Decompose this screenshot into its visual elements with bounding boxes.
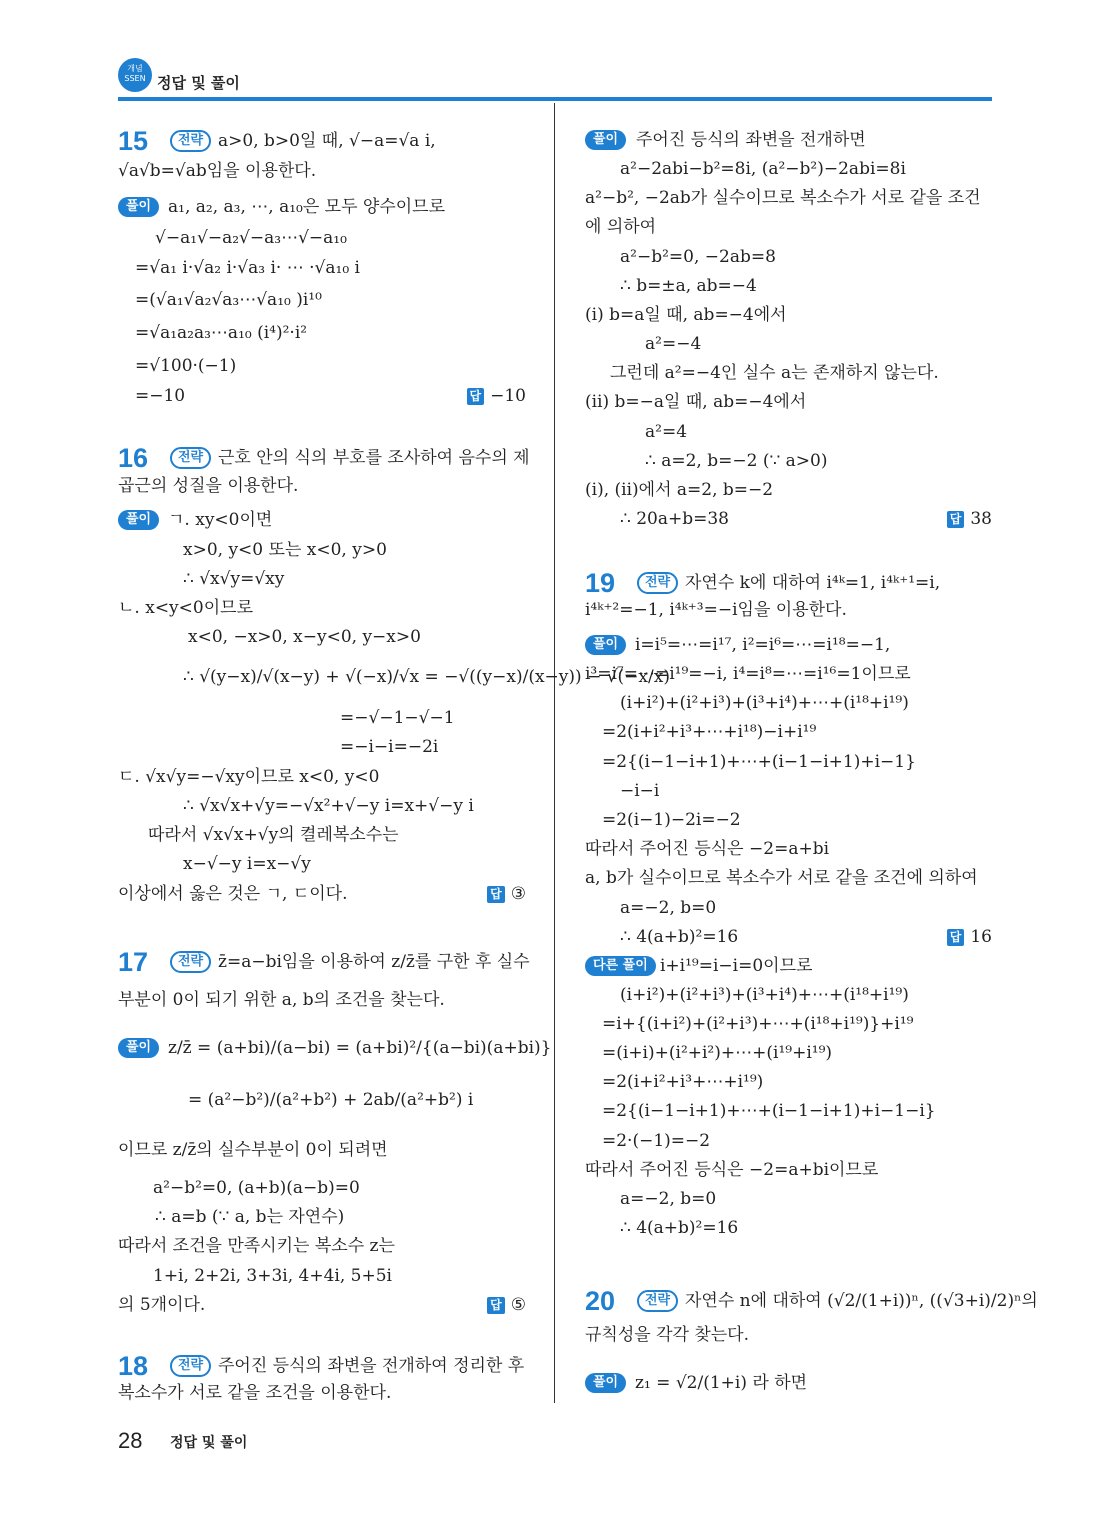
solution-line: =2(i−1)−2i=−2: [602, 810, 741, 830]
solution-line: ∴ a=b (∵ a, b는 자연수): [155, 1207, 345, 1227]
answer: [467, 385, 526, 407]
solution-badge: 풀이: [118, 197, 159, 217]
solution-line: 이상에서 옳은 것은 ㄱ, ㄷ이다.: [118, 884, 348, 904]
solution-line: ∴ 20a+b=38: [620, 509, 729, 529]
solution-line: =√100·(−1): [135, 356, 237, 376]
answer-icon: 답: [487, 1297, 505, 1314]
solution-line: 자연수 k에 대하여 i⁴ᵏ=1, i⁴ᵏ⁺¹=i,: [685, 573, 941, 593]
solution-line: 따라서 √x√x+√y의 켤레복소수는: [148, 825, 399, 845]
solution-line: i⁴ᵏ⁺²=−1, i⁴ᵏ⁺³=−i임을 이용한다.: [585, 600, 847, 620]
series-logo: 개념 SSEN: [118, 58, 152, 92]
solution-line: ㄱ. xy<0이면: [168, 510, 273, 530]
strategy-badge: 전략: [637, 1290, 678, 1312]
solution-line: 따라서 주어진 등식은 −2=a+bi: [585, 839, 830, 859]
solution-line: =(√a₁√a₂√a₃⋯√a₁₀ )i¹⁰: [135, 290, 322, 310]
solution-line: 주어진 등식의 좌변을 전개하여 정리한 후: [218, 1356, 525, 1376]
solution-line: (ⅰ) b=a일 때, ab=−4에서: [585, 305, 787, 325]
solution-line: z₁ = √2/(1+i) 라 하면: [635, 1373, 808, 1393]
solution-line: a>0, b>0일 때, √−a=√a i,: [218, 131, 436, 151]
solution-line: ∴ 4(a+b)²=16: [620, 927, 739, 947]
solution-line: 자연수 n에 대하여 (√2/(1+i))ⁿ, ((√3+i)/2)ⁿ의: [685, 1291, 1038, 1311]
solution-line: (ⅱ) b=−a일 때, ab=−4에서: [585, 392, 807, 412]
solution-line: 근호 안의 식의 부호를 조사하여 음수의 제: [218, 448, 530, 468]
answer-icon: 답: [947, 511, 965, 528]
answer: [947, 508, 992, 530]
solution-line: a²−b², −2ab가 실수이므로 복소수가 서로 같을 조건: [585, 188, 981, 208]
solution-line: ㄷ. √x√y=−√xy이므로 x<0, y<0: [118, 767, 380, 787]
solution-line: x−√−y i=x−√y: [183, 854, 311, 874]
header-divider: [118, 97, 992, 101]
strategy-badge: 전략: [637, 572, 678, 594]
problem-number: 18: [118, 1351, 149, 1381]
solution-line: =2(i+i²+i³+⋯+i¹⁹): [602, 1072, 764, 1092]
solution-line: 따라서 조건을 만족시키는 복소수 z는: [118, 1236, 395, 1256]
page-number: 28: [118, 1428, 143, 1453]
answer-value: 38: [970, 509, 992, 529]
solution-line: z/z̄ = (a+bi)/(a−bi) = (a+bi)²/{(a−bi)(a+bi)}: [168, 1038, 552, 1058]
solution-line: ∴ √(y−x)/√(x−y) + √(−x)/√x = −√((y−x)/(x−y)) − √(−x/x): [183, 667, 670, 687]
answer-icon: 답: [487, 886, 505, 903]
solution-line: 1+i, 2+2i, 3+3i, 4+4i, 5+5i: [153, 1266, 392, 1286]
solution-line: ㄴ. x<y<0이므로: [118, 598, 253, 618]
problem-number: 15: [118, 126, 149, 156]
strategy-badge: 전략: [170, 951, 211, 973]
solution-line: =2·(−1)=−2: [602, 1131, 711, 1151]
solution-line: =2{(i−1−i+1)+⋯+(i−1−i+1)+i−1−i}: [602, 1101, 936, 1121]
problem-number: 19: [585, 568, 616, 598]
solution-line: =2(i+i²+i³+⋯+i¹⁸)−i+i¹⁹: [602, 722, 817, 742]
solution-line: 따라서 주어진 등식은 −2=a+bi이므로: [585, 1160, 879, 1180]
solution-badge: 풀이: [585, 635, 626, 655]
solution-line: √a√b=√ab임을 이용한다.: [118, 161, 317, 181]
solution-line: =2{(i−1−i+1)+⋯+(i−1−i+1)+i−1}: [602, 752, 916, 772]
solution-line: =−√−1−√−1: [340, 708, 455, 728]
alt-solution-badge: 다른 풀이: [585, 956, 656, 976]
strategy-badge: 전략: [170, 130, 211, 152]
answer-value: −10: [490, 386, 526, 406]
solution-line: a²−b²=0, (a+b)(a−b)=0: [153, 1178, 360, 1198]
solution-line: 부분이 0이 되기 위한 a, b의 조건을 찾는다.: [118, 990, 445, 1010]
solution-line: = (a²−b²)/(a²+b²) + 2ab/(a²+b²) i: [188, 1090, 474, 1110]
solution-line: √−a₁√−a₂√−a₃⋯√−a₁₀: [155, 228, 347, 248]
problem-number: 17: [118, 947, 149, 977]
answer-value: ⑤: [510, 1295, 526, 1315]
header-title: 정답 및 풀이: [157, 74, 240, 92]
solution-badge: 풀이: [118, 510, 159, 530]
solution-line: 규칙성을 각각 찾는다.: [585, 1325, 750, 1345]
solution-line: a²−b²=0, −2ab=8: [620, 247, 776, 267]
solution-line: i³=i⁷=⋯=i¹⁹=−i, i⁴=i⁸=⋯=i¹⁶=1이므로: [585, 664, 911, 684]
solution-badge: 풀이: [585, 130, 626, 150]
solution-line: i=i⁵=⋯=i¹⁷, i²=i⁶=⋯=i¹⁸=−1,: [635, 635, 891, 655]
solution-line: a²=−4: [645, 334, 702, 354]
solution-line: =(i+i)+(i²+i²)+⋯+(i¹⁹+i¹⁹): [602, 1043, 833, 1063]
solution-line: x>0, y<0 또는 x<0, y>0: [183, 540, 387, 560]
answer: [487, 883, 526, 905]
solution-line: 의 5개이다.: [118, 1295, 206, 1315]
solution-line: a, b가 실수이므로 복소수가 서로 같을 조건에 의하여: [585, 868, 978, 888]
solution-line: ∴ b=±a, ab=−4: [620, 276, 757, 296]
solution-line: 곱근의 성질을 이용한다.: [118, 476, 299, 496]
solution-line: 주어진 등식의 좌변을 전개하면: [636, 130, 866, 150]
solution-line: a²=4: [645, 422, 688, 442]
answer: [487, 1294, 526, 1316]
solution-line: ∴ √x√y=√xy: [183, 569, 285, 589]
solution-line: a=−2, b=0: [620, 898, 717, 918]
footer-title: 정답 및 풀이: [170, 1435, 248, 1451]
answer-value: ③: [510, 884, 526, 904]
answer-icon: 답: [467, 388, 485, 405]
column-divider: [554, 103, 555, 1403]
solution-line: =−i−i=−2i: [340, 737, 439, 757]
problem-number: 20: [585, 1286, 616, 1316]
answer: [947, 926, 992, 948]
solution-line: a²−2abi−b²=8i, (a²−b²)−2abi=8i: [620, 159, 906, 179]
solution-line: 이므로 z/z̄의 실수부분이 0이 되려면: [118, 1140, 388, 1160]
answer-value: 16: [970, 927, 992, 947]
solution-badge: 풀이: [585, 1373, 626, 1393]
solution-badge: 풀이: [118, 1038, 159, 1058]
solution-line: a=−2, b=0: [620, 1189, 717, 1209]
solution-line: =√a₁ i·√a₂ i·√a₃ i· ⋯ ·√a₁₀ i: [135, 258, 360, 278]
solution-line: x<0, −x>0, x−y<0, y−x>0: [188, 627, 421, 647]
solution-line: (ⅰ), (ⅱ)에서 a=2, b=−2: [585, 480, 774, 500]
strategy-badge: 전략: [170, 447, 211, 469]
solution-line: =i+{(i+i²)+(i²+i³)+⋯+(i¹⁸+i¹⁹)}+i¹⁹: [602, 1014, 914, 1034]
solution-line: (i+i²)+(i²+i³)+(i³+i⁴)+⋯+(i¹⁸+i¹⁹): [620, 985, 909, 1005]
solution-line: =−10: [135, 386, 186, 406]
solution-line: ∴ 4(a+b)²=16: [620, 1218, 739, 1238]
solution-line: a₁, a₂, a₃, ⋯, a₁₀은 모두 양수이므로: [168, 197, 446, 217]
solution-line: 에 의하여: [585, 217, 657, 237]
problem-number: 16: [118, 443, 149, 473]
solution-line: −i−i: [620, 781, 660, 801]
solution-line: ∴ a=2, b=−2 (∵ a>0): [645, 451, 828, 471]
solution-line: z̄=a−bi임을 이용하여 z/z̄를 구한 후 실수: [218, 952, 530, 972]
solution-line: ∴ √x√x+√y=−√x²+√−y i=x+√−y i: [183, 796, 474, 816]
solution-line: 복소수가 서로 같을 조건을 이용한다.: [118, 1383, 392, 1403]
solution-line: =√a₁a₂a₃⋯a₁₀ (i⁴)²·i²: [135, 323, 308, 343]
answer-icon: 답: [947, 929, 965, 946]
solution-line: 그런데 a²=−4인 실수 a는 존재하지 않는다.: [610, 363, 939, 383]
solution-line: i+i¹⁹=i−i=0이므로: [660, 956, 813, 976]
solution-line: (i+i²)+(i²+i³)+(i³+i⁴)+⋯+(i¹⁸+i¹⁹): [620, 693, 909, 713]
strategy-badge: 전략: [170, 1355, 211, 1377]
